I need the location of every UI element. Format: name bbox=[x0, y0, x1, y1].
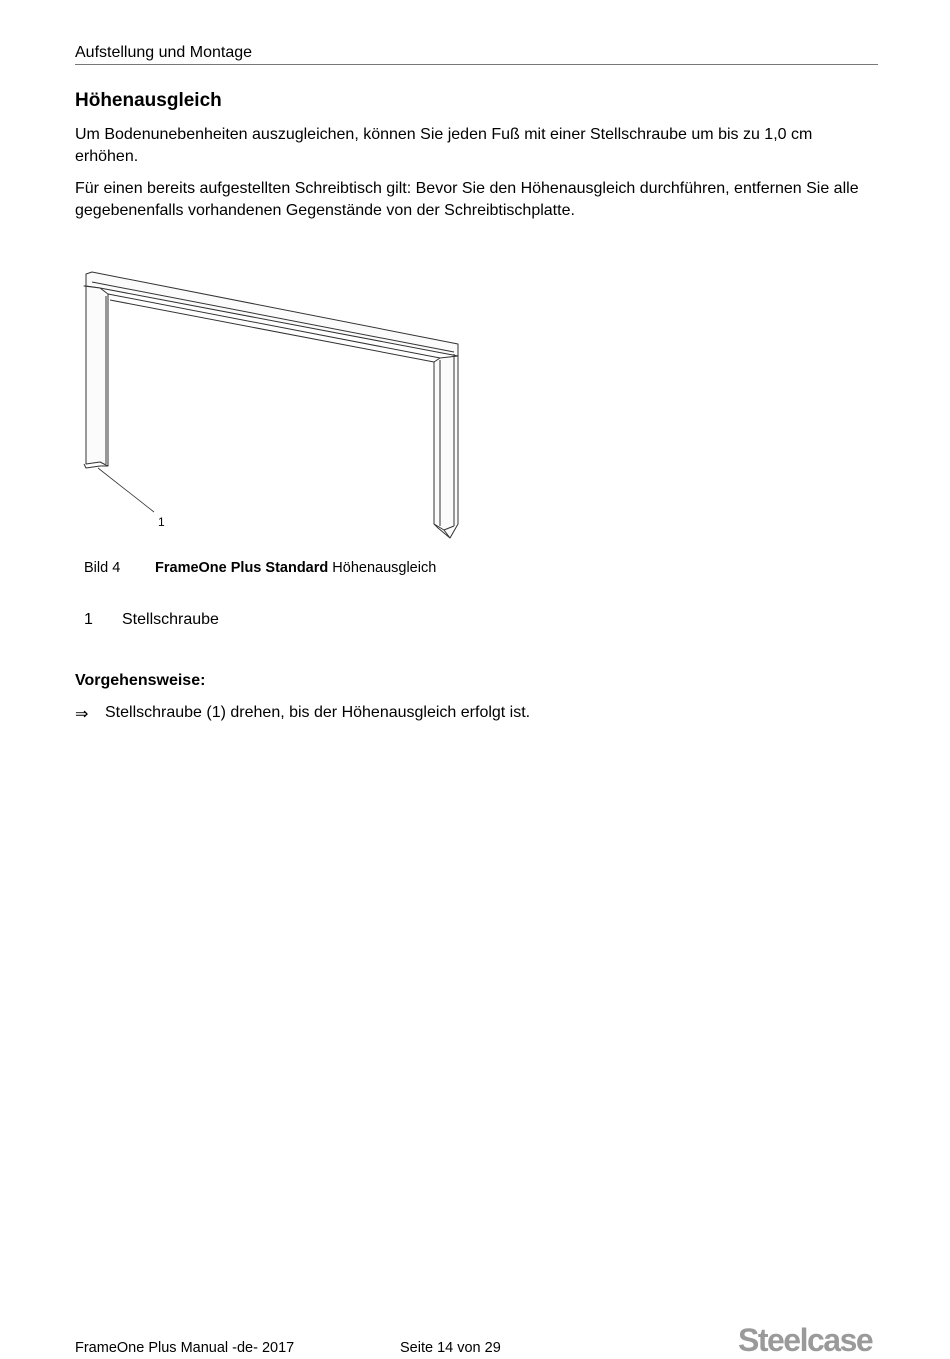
legend-label: Stellschraube bbox=[122, 611, 219, 628]
step-arrow-icon: ⇒ bbox=[75, 706, 89, 723]
beam-edge-line bbox=[92, 282, 454, 352]
intro-paragraph: Um Bodenunebenheiten auszugleichen, können Sie jeden Fuß mit einer Stellschraube um bis zu 1,0 cm erhöhen. bbox=[75, 126, 813, 165]
callout-number: 1 bbox=[158, 515, 165, 529]
callout-leader bbox=[98, 468, 154, 512]
beam-inner-line bbox=[108, 294, 440, 358]
caption-product: FrameOne Plus Standard bbox=[155, 560, 329, 576]
frame-illustration bbox=[78, 268, 478, 548]
footer-page-number: Seite 14 von 29 bbox=[400, 1340, 501, 1356]
procedure-step: Stellschraube (1) drehen, bis der Höhenausgleich erfolgt ist. bbox=[105, 704, 531, 721]
legend-number: 1 bbox=[84, 611, 93, 628]
instruction-paragraph: Für einen bereits aufgestellten Schreibtisch gilt: Bevor Sie den Höhenausgleich durchführen, entfernen Sie alle gegebenenfalls vorhandenen Gegenstände von der Schreibtischplatte. bbox=[75, 180, 859, 219]
procedure-title: Vorgehensweise: bbox=[75, 672, 206, 689]
caption-description: Höhenausgleich bbox=[328, 560, 437, 576]
page-header: Aufstellung und Montage bbox=[75, 44, 878, 65]
top-beam bbox=[86, 272, 458, 356]
figure-caption bbox=[155, 560, 436, 576]
figure-number: Bild 4 bbox=[84, 560, 121, 576]
steelcase-logo: Steelcase bbox=[738, 1322, 873, 1358]
left-leg bbox=[84, 286, 108, 466]
footer-document-title: FrameOne Plus Manual -de- 2017 bbox=[75, 1340, 295, 1356]
section-heading: Höhenausgleich bbox=[75, 90, 222, 111]
